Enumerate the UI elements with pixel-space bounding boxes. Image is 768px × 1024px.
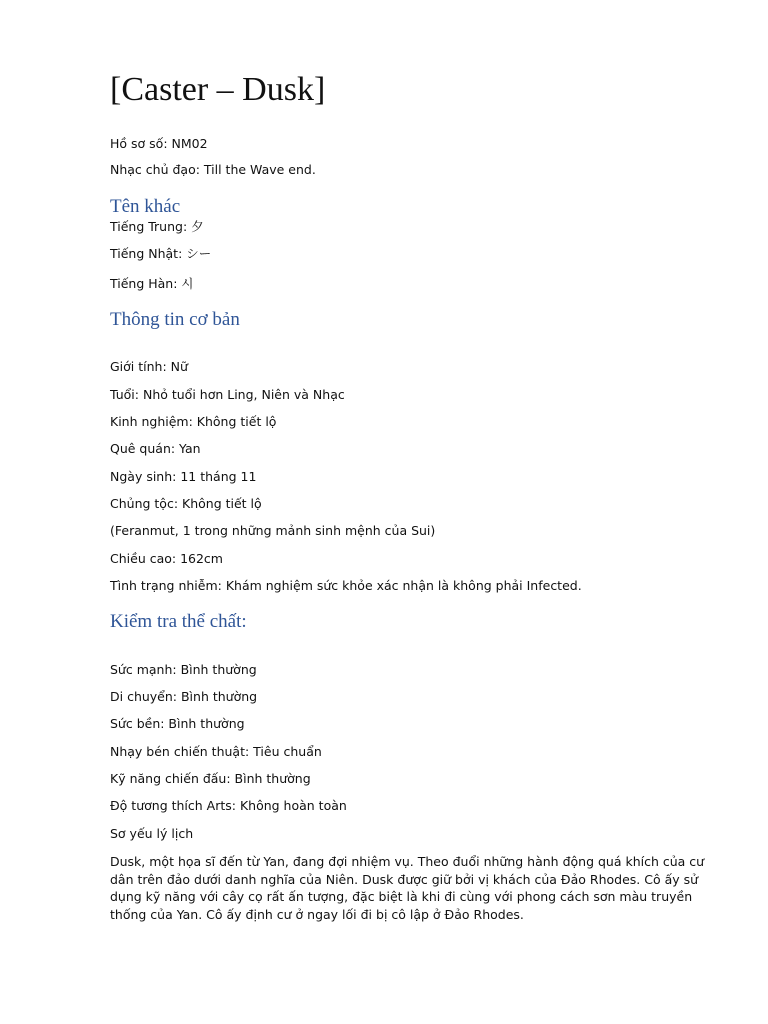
info-race-note: (Feranmut, 1 trong những mảnh sinh mệnh của Sui)	[110, 523, 436, 538]
document-title: [Caster – Dusk]	[110, 71, 326, 108]
heading-other-names: Tên khác	[110, 196, 181, 217]
name-chinese: Tiếng Trung: 夕	[110, 219, 204, 234]
exam-endurance: Sức bền: Bình thường	[110, 716, 245, 731]
info-birthday: Ngày sinh: 11 tháng 11	[110, 469, 257, 484]
exam-tactical: Nhạy bén chiến thuật: Tiêu chuẩn	[110, 744, 322, 759]
info-age: Tuổi: Nhỏ tuổi hơn Ling, Niên và Nhạc	[110, 387, 345, 402]
name-korean: Tiếng Hàn: 시	[110, 276, 194, 291]
name-japanese: Tiếng Nhật: シー	[110, 246, 212, 261]
exam-arts: Độ tương thích Arts: Không hoàn toàn	[110, 798, 347, 813]
info-infection: Tình trạng nhiễm: Khám nghiệm sức khỏe xác nhận là không phải Infected.	[110, 578, 582, 593]
biography-label: Sơ yếu lý lịch	[110, 826, 194, 841]
exam-combat: Kỹ năng chiến đấu: Bình thường	[110, 771, 311, 786]
biography-paragraph: Dusk, một họa sĩ đến từ Yan, đang đợi nhiệm vụ. Theo đuổi những hành động quá khích của cư dân trên đảo dưới danh nghĩa của Niên. Dusk được giữ bởi vị khách của Đảo Rhodes. Cô ấy sử dụng kỹ năng với cây cọ rất ấn tượng, đặc biệt là khi đi cùng với phong cách sơn màu truyền thống của Yan. Cô ấy định cư ở ngay lối đi bị cô lập ở Đảo Rhodes.	[110, 854, 705, 922]
info-height: Chiều cao: 162cm	[110, 551, 223, 566]
info-hometown: Quê quán: Yan	[110, 441, 201, 456]
heading-basic-info: Thông tin cơ bản	[110, 309, 240, 330]
info-experience: Kinh nghiệm: Không tiết lộ	[110, 414, 277, 429]
heading-physical-exam: Kiểm tra thể chất:	[110, 611, 247, 632]
exam-mobility: Di chuyển: Bình thường	[110, 689, 258, 704]
profile-number: Hồ sơ số: NM02	[110, 136, 208, 151]
info-race: Chủng tộc: Không tiết lộ	[110, 496, 262, 511]
theme-music: Nhạc chủ đạo: Till the Wave end.	[110, 162, 316, 177]
info-gender: Giới tính: Nữ	[110, 359, 188, 374]
exam-strength: Sức mạnh: Bình thường	[110, 662, 257, 677]
